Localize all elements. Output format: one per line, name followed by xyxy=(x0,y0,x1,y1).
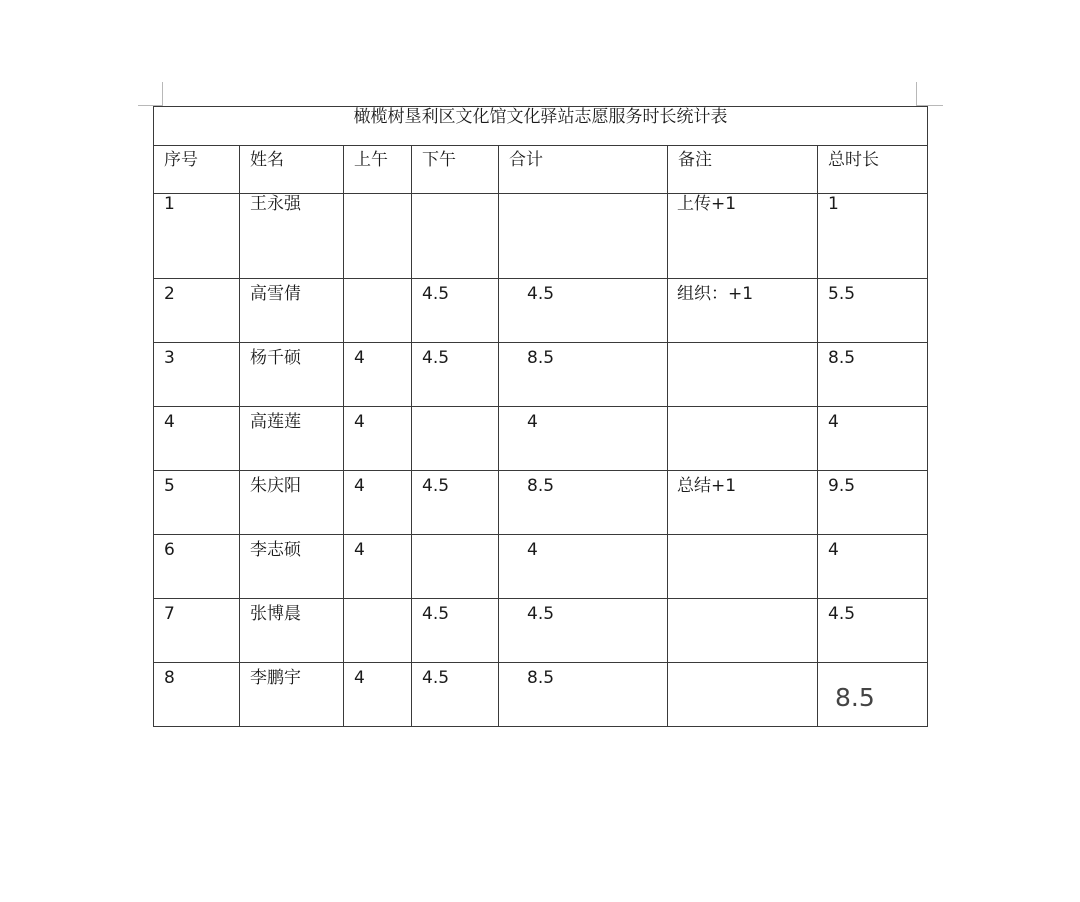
table-row xyxy=(154,599,928,663)
cell-hours xyxy=(818,343,928,407)
row-am: 4 xyxy=(354,348,365,368)
cell-pm xyxy=(412,194,499,279)
row-pm: 4.5 xyxy=(422,476,450,496)
cell-hours xyxy=(818,279,928,343)
cell-note xyxy=(668,471,818,535)
cell-no xyxy=(154,599,240,663)
row-am: 4 xyxy=(354,668,365,688)
cell-total xyxy=(499,599,668,663)
cell-hours xyxy=(818,535,928,599)
row-name: 李志硕 xyxy=(250,540,301,560)
table-row xyxy=(154,471,928,535)
row-total: 4 xyxy=(527,540,538,560)
row-name: 高莲莲 xyxy=(250,412,301,432)
row-no: 8 xyxy=(164,668,175,688)
crop-mark-top-left-vertical xyxy=(162,82,163,106)
cell-total xyxy=(499,471,668,535)
cell-hours xyxy=(818,194,928,279)
cell-total xyxy=(499,407,668,471)
cell-no xyxy=(154,535,240,599)
cell-no xyxy=(154,279,240,343)
row-pm: 4.5 xyxy=(422,348,450,368)
row-hours: 5.5 xyxy=(828,284,856,304)
cell-hours xyxy=(818,663,928,727)
row-total: 8.5 xyxy=(527,348,555,368)
row-note xyxy=(668,407,817,412)
row-am: 4 xyxy=(354,476,365,496)
cell-pm xyxy=(412,407,499,471)
table-row xyxy=(154,535,928,599)
cell-total xyxy=(499,194,668,279)
cell-am xyxy=(344,535,412,599)
row-note xyxy=(668,535,817,540)
row-note xyxy=(668,663,817,668)
row-total: 4.5 xyxy=(527,284,555,304)
cell-name xyxy=(240,279,344,343)
cell-name xyxy=(240,194,344,279)
row-total: 8.5 xyxy=(527,668,555,688)
header-cell-total xyxy=(499,146,668,194)
cell-note xyxy=(668,279,818,343)
row-name: 李鹏宇 xyxy=(250,668,301,688)
cell-total xyxy=(499,343,668,407)
row-total: 4 xyxy=(527,412,538,432)
cell-name xyxy=(240,343,344,407)
cell-pm xyxy=(412,343,499,407)
header-cell-no xyxy=(154,146,240,194)
cell-am xyxy=(344,599,412,663)
row-hours: 8.5 xyxy=(828,348,856,368)
table-row xyxy=(154,343,928,407)
row-pm: 4.5 xyxy=(422,668,450,688)
row-note: 组织：+1 xyxy=(677,284,754,304)
row-name: 高雪倩 xyxy=(250,284,301,304)
cell-am xyxy=(344,407,412,471)
row-no: 6 xyxy=(164,540,175,560)
cell-total xyxy=(499,663,668,727)
header-cell-pm xyxy=(412,146,499,194)
table-row xyxy=(154,279,928,343)
row-pm: 4.5 xyxy=(422,284,450,304)
row-pm xyxy=(412,407,498,412)
header-total: 合计 xyxy=(509,150,543,170)
crop-mark-top-right-vertical xyxy=(916,82,917,106)
header-name: 姓名 xyxy=(250,150,284,170)
cell-pm xyxy=(412,663,499,727)
row-hours: 1 xyxy=(828,194,839,214)
row-hours: 4 xyxy=(828,540,839,560)
cell-no xyxy=(154,407,240,471)
row-am xyxy=(344,599,411,604)
cell-hours xyxy=(818,471,928,535)
row-no: 3 xyxy=(164,348,175,368)
row-total: 4.5 xyxy=(527,604,555,624)
row-hours: 4.5 xyxy=(828,604,856,624)
header-cell-am xyxy=(344,146,412,194)
cell-pm xyxy=(412,471,499,535)
row-am: 4 xyxy=(354,412,365,432)
row-no: 5 xyxy=(164,476,175,496)
cell-no xyxy=(154,663,240,727)
header-note: 备注 xyxy=(678,150,712,170)
header-cell-hours xyxy=(818,146,928,194)
cell-pm xyxy=(412,535,499,599)
cell-name xyxy=(240,663,344,727)
row-note xyxy=(668,343,817,348)
table-row xyxy=(154,407,928,471)
cell-am xyxy=(344,471,412,535)
cell-pm xyxy=(412,279,499,343)
table-title: 橄榄树垦利区文化馆文化驿站志愿服务时长统计表 xyxy=(353,107,728,127)
row-pm xyxy=(412,535,498,540)
cell-am xyxy=(344,343,412,407)
volunteer-hours-table xyxy=(153,106,928,727)
row-total: 8.5 xyxy=(527,476,555,496)
header-pm: 下午 xyxy=(422,150,456,170)
header-hours: 总时长 xyxy=(828,150,879,170)
cell-note xyxy=(668,599,818,663)
cell-note xyxy=(668,535,818,599)
header-am: 上午 xyxy=(354,150,388,170)
row-name: 朱庆阳 xyxy=(250,476,301,496)
cell-hours xyxy=(818,407,928,471)
header-cell-note xyxy=(668,146,818,194)
cell-total xyxy=(499,535,668,599)
row-hours: 4 xyxy=(828,412,839,432)
cell-total xyxy=(499,279,668,343)
cell-am xyxy=(344,279,412,343)
cell-am xyxy=(344,194,412,279)
cell-note xyxy=(668,663,818,727)
cell-name xyxy=(240,407,344,471)
cell-am xyxy=(344,663,412,727)
table-header-row xyxy=(154,146,928,194)
table-row xyxy=(154,194,928,279)
row-note xyxy=(668,599,817,604)
cell-no xyxy=(154,343,240,407)
row-no: 7 xyxy=(164,604,175,624)
row-hours: 8.5 xyxy=(835,683,875,712)
row-no: 4 xyxy=(164,412,175,432)
row-hours: 9.5 xyxy=(828,476,856,496)
row-note: 上传+1 xyxy=(677,194,737,214)
cell-no xyxy=(154,194,240,279)
row-name: 杨千硕 xyxy=(250,348,301,368)
cell-name xyxy=(240,599,344,663)
cell-hours xyxy=(818,599,928,663)
row-name: 张博晨 xyxy=(250,604,301,624)
header-no: 序号 xyxy=(164,150,198,170)
cell-no xyxy=(154,471,240,535)
row-no: 1 xyxy=(164,194,175,214)
table-title-row xyxy=(154,107,928,146)
cell-name xyxy=(240,535,344,599)
table-title-cell xyxy=(154,107,928,146)
row-am xyxy=(344,279,411,284)
cell-name xyxy=(240,471,344,535)
row-pm: 4.5 xyxy=(422,604,450,624)
cell-pm xyxy=(412,599,499,663)
row-note: 总结+1 xyxy=(677,476,737,496)
row-name: 王永强 xyxy=(250,194,301,214)
row-am: 4 xyxy=(354,540,365,560)
table-row xyxy=(154,663,928,727)
header-cell-name xyxy=(240,146,344,194)
cell-note xyxy=(668,194,818,279)
row-no: 2 xyxy=(164,284,175,304)
cell-note xyxy=(668,407,818,471)
cell-note xyxy=(668,343,818,407)
